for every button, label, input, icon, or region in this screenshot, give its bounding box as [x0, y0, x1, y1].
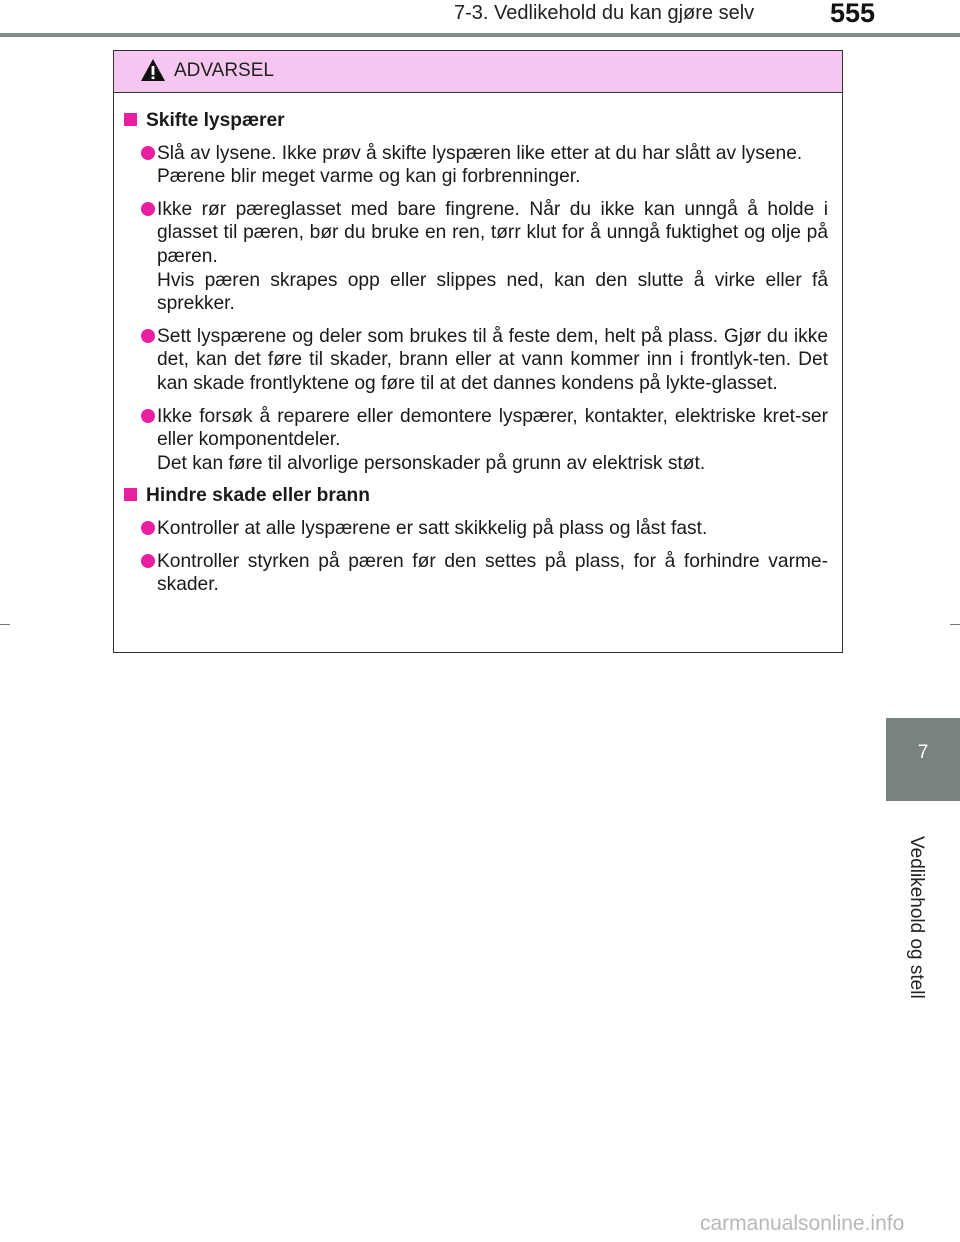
square-bullet-icon [124, 488, 137, 501]
square-bullet-icon [124, 113, 137, 126]
chapter-tab [886, 718, 960, 801]
list-item: Ikke rør pæreglasset med bare fingrene. Når du ikke kan unngå å holde i glasset til pæren, bør du bruke en ren, tørr klut for å unngå fuktighet og olje på pæren. Hvis pæren skrapes opp eller slippes ned, kan den slutte å virke eller få sprekker. [124, 198, 828, 316]
crop-mark-left [0, 624, 10, 625]
list-item: Sett lyspærene og deler som brukes til å feste dem, helt på plass. Gjør du ikke det, kan det føre til skader, brann eller at vann kommer inn i frontlyk-ten. Det kan skade frontlyktene og føre til at det dannes kondens på lykte-glasset. [124, 325, 828, 396]
circle-bullet-icon [141, 521, 155, 535]
section-title: 7-3. Vedlikehold du kan gjøre selv [454, 2, 755, 24]
circle-bullet-icon [141, 409, 155, 423]
circle-bullet-icon [141, 554, 155, 568]
list-item: Kontroller at alle lyspærene er satt skikkelig på plass og låst fast. [124, 517, 828, 541]
list-item: Kontroller styrken på pæren før den settes på plass, for å forhindre varme-skader. [124, 550, 828, 597]
chapter-number: 7 [917, 742, 929, 763]
chapter-label: Vedlikehold og stell [906, 836, 927, 999]
section-heading: Hindre skade eller brann [124, 484, 828, 508]
header-rule [0, 33, 960, 37]
page-number: 555 [830, 0, 876, 28]
watermark: carmanualsonline.info [700, 1212, 905, 1235]
list-item: Slå av lysene. Ikke prøv å skifte lyspæren like etter at du har slått av lysene. Pærene blir meget varme og kan gi forbrenninger. [124, 142, 828, 189]
warning-box [113, 50, 843, 653]
section-heading: Skifte lyspærer [124, 109, 828, 133]
circle-bullet-icon [141, 202, 155, 216]
circle-bullet-icon [141, 146, 155, 160]
crop-mark-right [950, 624, 960, 625]
list-item: Ikke forsøk å reparere eller demontere lyspærer, kontakter, elektriske kret-ser eller komponentdeler. Det kan føre til alvorlige personskader på grunn av elektrisk støt. [124, 405, 828, 476]
circle-bullet-icon [141, 329, 155, 343]
warning-header [114, 51, 842, 93]
warning-triangle-icon [140, 58, 166, 82]
warning-body [114, 93, 842, 597]
warning-label: ADVARSEL [174, 60, 274, 81]
